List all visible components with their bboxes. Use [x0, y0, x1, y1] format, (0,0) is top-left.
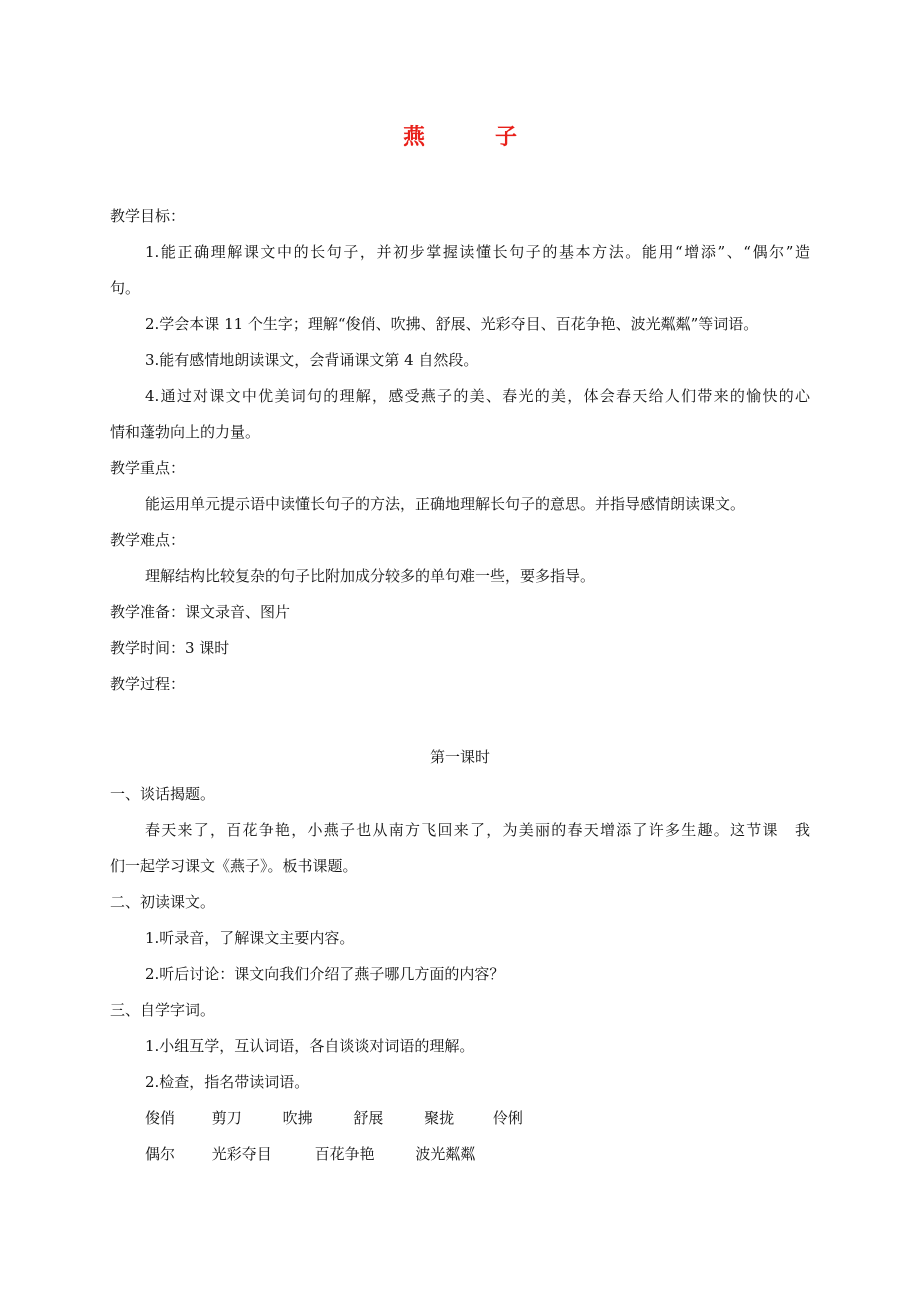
word: 偶尔	[145, 1145, 176, 1163]
section-1-line-2: 们一起学习课文《燕子》。板书课题。	[110, 857, 358, 875]
word: 伶俐	[492, 1109, 523, 1127]
document-title: 燕 子	[402, 124, 541, 150]
word: 剪刀	[211, 1109, 242, 1127]
objective-4-line-1: 4.通过对课文中优美词句的理解，感受燕子的美、春光的美，体会春天给人们带来的愉快的心	[145, 387, 810, 405]
objective-1-line-1: 1.能正确理解课文中的长句子，并初步掌握读懂长句子的基本方法。能用“增添”、“偶尔”造	[145, 243, 810, 261]
objectives-heading: 教学目标：	[110, 207, 186, 225]
objective-3: 3.能有感情地朗读课文，会背诵课文第 4 自然段。	[145, 351, 479, 369]
word: 波光粼粼	[415, 1145, 476, 1163]
objective-1-line-2: 句。	[110, 279, 141, 297]
objective-4-line-2: 情和蓬勃向上的力量。	[110, 423, 261, 441]
section-3-item-2: 2.检查，指名带读词语。	[145, 1073, 310, 1091]
process-heading: 教学过程：	[110, 675, 186, 693]
objective-2: 2.学会本课 11 个生字；理解“俊俏、吹拂、舒展、光彩夺目、百花争艳、波光粼粼”等词语。	[145, 315, 759, 333]
word: 舒展	[353, 1109, 384, 1127]
word: 光彩夺目	[211, 1145, 272, 1163]
preparation-line: 教学准备：课文录音、图片	[110, 603, 291, 621]
word-list-row-1	[145, 1107, 810, 1129]
key-points-heading: 教学重点：	[110, 459, 186, 477]
section-2-item-1: 1.听录音，了解课文主要内容。	[145, 929, 355, 947]
lesson-heading: 第一课时	[429, 748, 490, 766]
word: 聚拢	[424, 1109, 455, 1127]
word: 百花争艳	[314, 1145, 375, 1163]
section-1-heading: 一、谈话揭题。	[110, 785, 216, 803]
time-line: 教学时间：3 课时	[110, 639, 230, 657]
section-3-heading: 三、自学字词。	[110, 1001, 216, 1019]
key-points-text: 能运用单元提示语中读懂长句子的方法，正确地理解长句子的意思。并指导感情朗读课文。	[145, 495, 746, 513]
section-2-item-2: 2.听后讨论：课文向我们介绍了燕子哪几方面的内容？	[145, 965, 505, 983]
difficulties-text: 理解结构比较复杂的句子比附加成分较多的单句难一些，要多指导。	[145, 567, 596, 585]
section-2-heading: 二、初读课文。	[110, 893, 216, 911]
section-3-item-1: 1.小组互学，互认词语，各自谈谈对词语的理解。	[145, 1037, 475, 1055]
difficulties-heading: 教学难点：	[110, 531, 186, 549]
word: 俊俏	[145, 1109, 176, 1127]
word-list-row-2	[145, 1143, 810, 1165]
word: 吹拂	[282, 1109, 313, 1127]
section-1-line-1: 春天来了，百花争艳，小燕子也从南方飞回来了，为美丽的春天增添了许多生趣。这节课 我	[145, 821, 810, 839]
